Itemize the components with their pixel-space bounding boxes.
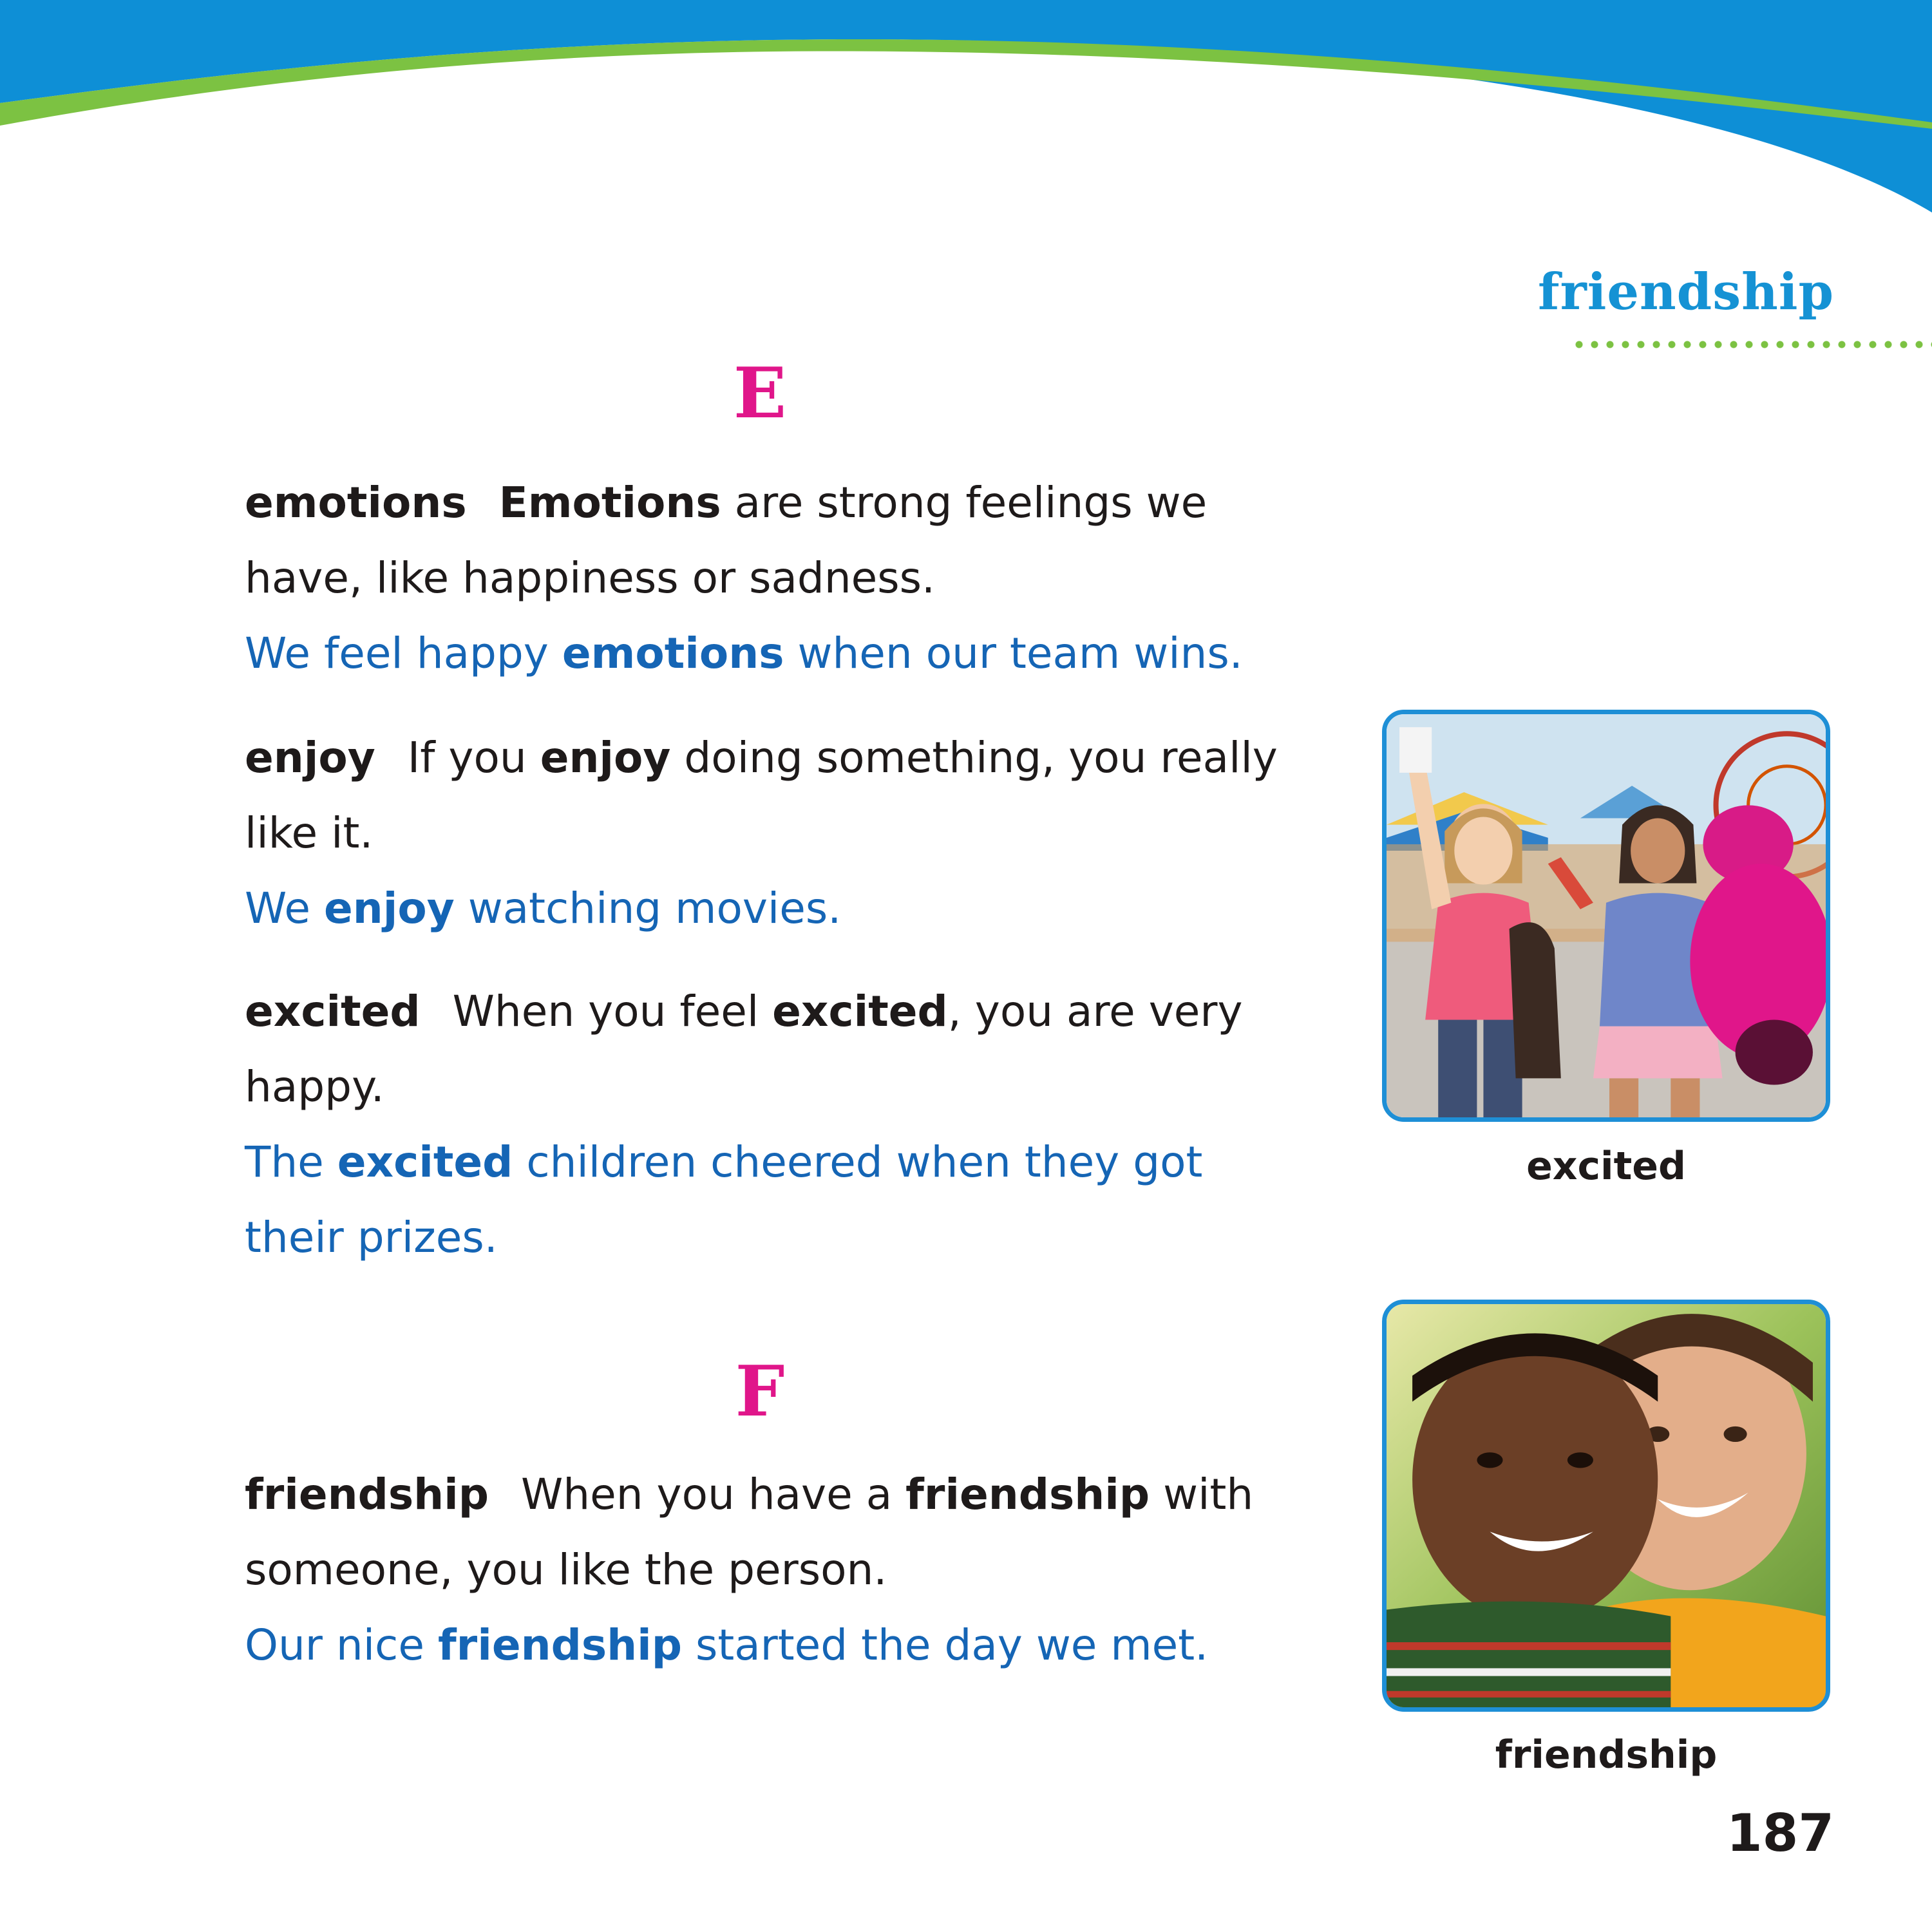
section-letter-e: E: [733, 353, 787, 434]
entry-friendship: [245, 1457, 1301, 1683]
example-keyword: friendship: [437, 1620, 682, 1670]
photo-friendship: [1382, 1300, 1830, 1712]
definition: excited When you feel excited, you are very happy.: [245, 987, 1243, 1112]
example-sentence: The excited children cheered when they got their prizes.: [245, 1137, 1203, 1262]
example-keyword: enjoy: [323, 884, 455, 933]
header-banner: [0, 0, 1932, 219]
definition-keyword: Emotions: [498, 478, 721, 527]
photo-caption-excited: excited: [1526, 1144, 1686, 1189]
definition: enjoy If you enjoy doing something, you really like it.: [245, 733, 1278, 858]
example-keyword: excited: [337, 1137, 513, 1187]
entry-enjoy: [245, 720, 1301, 946]
definition-keyword: enjoy: [540, 733, 671, 782]
headword: friendship: [245, 1470, 489, 1519]
photo-two-boys: [1387, 1304, 1826, 1707]
headword: enjoy: [245, 733, 375, 782]
example-sentence: We enjoy watching movies.: [245, 884, 842, 933]
photo-caption-friendship: friendship: [1495, 1732, 1718, 1777]
page-number: 187: [1727, 1803, 1834, 1863]
entry-excited: [245, 974, 1301, 1275]
definition: emotions Emotions are strong feelings we have, like happiness or sadness.: [245, 478, 1208, 603]
guide-word-dotted-rule: [1571, 340, 1932, 349]
headword: excited: [245, 987, 421, 1036]
photo-girls-at-fair: [1387, 714, 1826, 1117]
guide-word: friendship: [1538, 263, 1834, 321]
definition-keyword: excited: [772, 987, 948, 1036]
example-keyword: emotions: [562, 629, 784, 678]
example-sentence: Our nice friendship started the day we met.: [245, 1620, 1209, 1670]
definition-keyword: friendship: [905, 1470, 1150, 1519]
definition: friendship When you have a friendship with someone, you like the person.: [245, 1470, 1254, 1595]
entry-emotions: [245, 465, 1301, 691]
example-sentence: We feel happy emotions when our team wins.: [245, 629, 1243, 678]
photo-excited: [1382, 710, 1830, 1122]
headword: emotions: [245, 478, 467, 527]
section-letter-f: F: [735, 1351, 785, 1432]
